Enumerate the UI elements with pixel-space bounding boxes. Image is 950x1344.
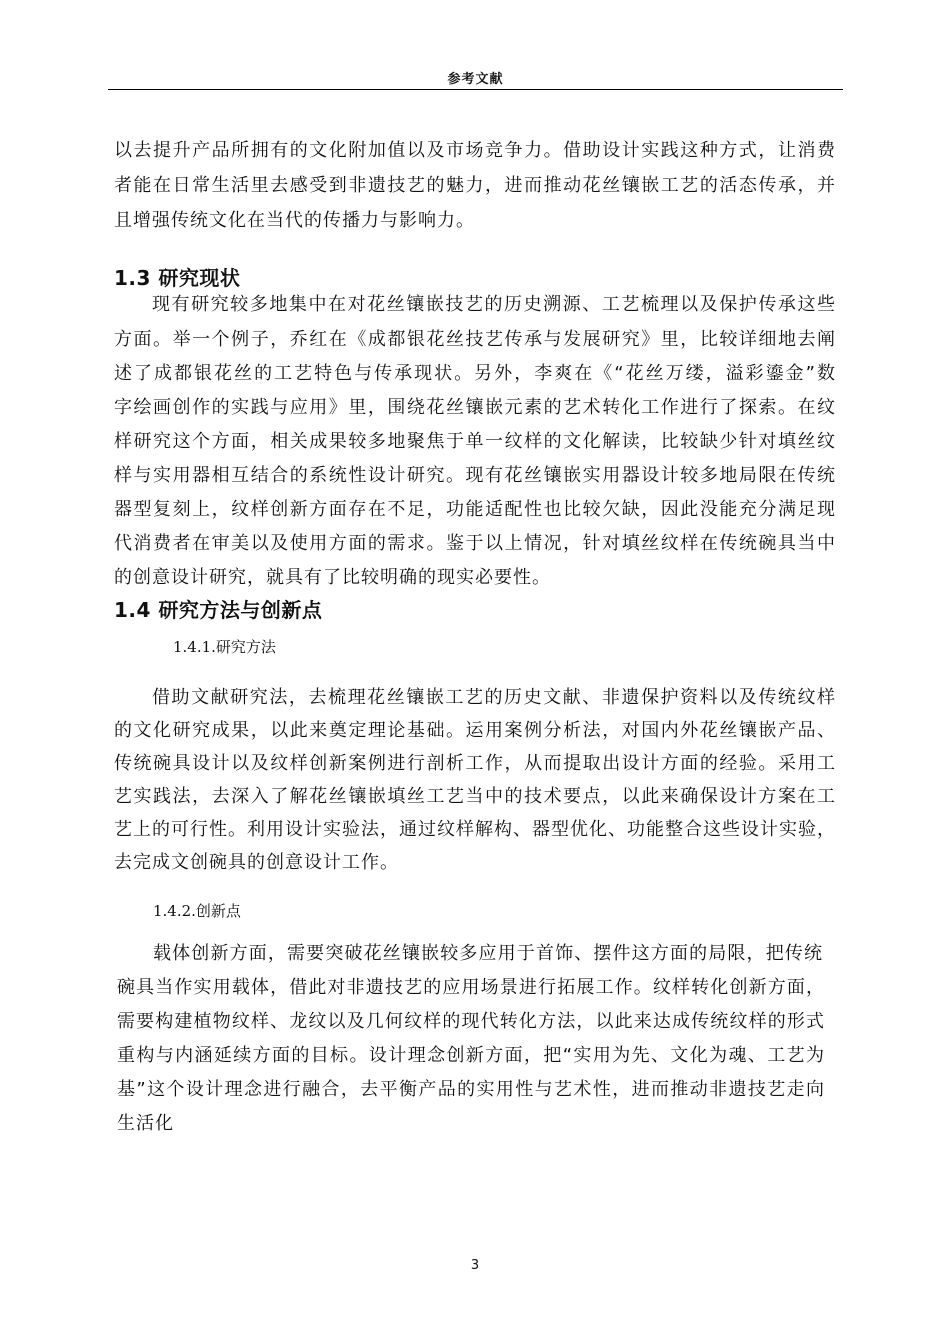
text-line: 载体创新方面，需要突破花丝镶嵌较多应用于首饰、摆件这方面的局限，把传统	[153, 943, 823, 964]
text-line: 重构与内涵延续方面的目标。设计理念创新方面，把“实用为先、文化为魂、工艺为	[117, 1045, 825, 1066]
text-line: 代消费者在审美以及使用方面的需求。鉴于以上情况，针对填丝纹样在传统碗具当中	[114, 533, 836, 554]
text-line: 碗具当作实用载体，借此对非遗技艺的应用场景进行拓展工作。纹样转化创新方面，	[117, 977, 825, 998]
text-line: 的创意设计研究，就具有了比较明确的现实必要性。	[114, 567, 551, 588]
header-title: 参考文献	[447, 72, 504, 87]
text-line: 艺上的可行性。利用设计实验法，通过纹样解构、器型优化、功能整合这些设计实验，	[114, 819, 836, 840]
text-line: 器型复刻上，纹样创新方面存在不足，功能适配性也比较欠缺，因此没能充分满足现	[114, 499, 836, 520]
section-heading: 1.3 研究现状	[114, 266, 241, 290]
subsection-heading: 1.4.1.研究方法	[173, 638, 276, 656]
text-line: 述了成都银花丝的工艺特色与传承现状。另外，李爽在《“花丝万缕，溢彩鎏金”数	[114, 363, 836, 384]
section-heading: 1.4 研究方法与创新点	[114, 598, 323, 622]
text-line: 样与实用器相互结合的系统性设计研究。现有花丝镶嵌实用器设计较多地局限在传统	[114, 465, 836, 486]
text-line: 需要构建植物纹样、龙纹以及几何纹样的现代转化方法，以此来达成传统纹样的形式	[117, 1011, 825, 1032]
text-line: 方面。举一个例子，乔红在《成都银花丝技艺传承与发展研究》里，比较详细地去阐	[114, 329, 836, 350]
text-line: 且增强传统文化在当代的传播力与影响力。	[114, 210, 475, 231]
text-line: 去完成文创碗具的创意设计工作。	[114, 852, 399, 873]
text-line: 以去提升产品所拥有的文化附加值以及市场竞争力。借助设计实践这种方式，让消费	[114, 140, 836, 161]
page-number: 3	[470, 1258, 480, 1273]
text-line: 字绘画创作的实践与应用》里，围绕花丝镶嵌元素的艺术转化工作进行了探索。在纹	[114, 397, 836, 418]
text-line: 者能在日常生活里去感受到非遗技艺的魅力，进而推动花丝镶嵌工艺的活态传承，并	[114, 175, 836, 196]
text-line: 的文化研究成果，以此来奠定理论基础。运用案例分析法，对国内外花丝镶嵌产品、	[114, 720, 836, 741]
text-line: 生活化	[117, 1113, 174, 1134]
text-line: 现有研究较多地集中在对花丝镶嵌技艺的历史溯源、工艺梳理以及保护传承这些	[152, 294, 836, 315]
header-rule	[108, 89, 843, 90]
text-line: 传统碗具设计以及纹样创新案例进行剖析工作，从而提取出设计方面的经验。采用工	[114, 753, 836, 774]
text-line: 样研究这个方面，相关成果较多地聚焦于单一纹样的文化解读，比较缺少针对填丝纹	[114, 431, 836, 452]
text-line: 艺实践法，去深入了解花丝镶嵌填丝工艺当中的技术要点，以此来确保设计方案在工	[114, 786, 836, 807]
text-line: 借助文献研究法，去梳理花丝镶嵌工艺的历史文献、非遗保护资料以及传统纹样	[152, 687, 836, 708]
text-line: 基”这个设计理念进行融合，去平衡产品的实用性与艺术性，进而推动非遗技艺走向	[117, 1079, 825, 1100]
subsection-heading: 1.4.2.创新点	[153, 902, 241, 920]
